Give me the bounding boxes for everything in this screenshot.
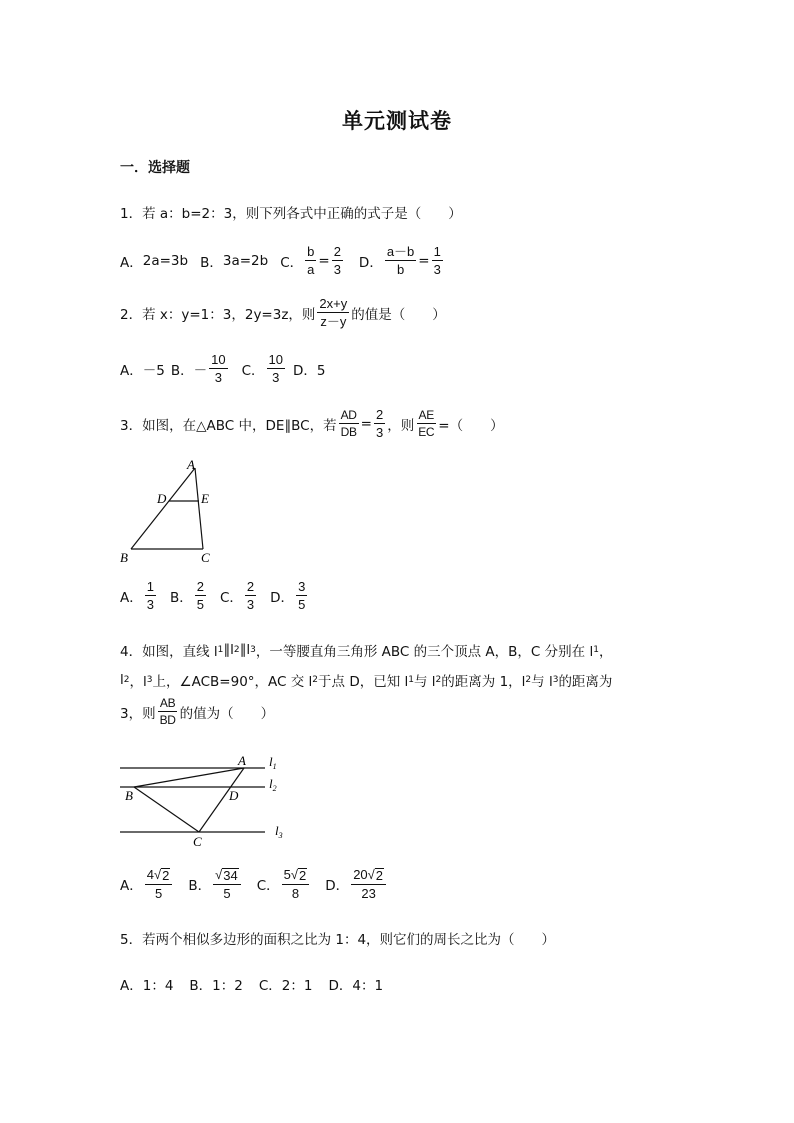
q4-text: 的值为（ ） <box>179 705 275 722</box>
q4-options <box>120 868 388 900</box>
q4-subscript: 3 <box>146 675 153 685</box>
q4-text: 于点 D，已知 l <box>318 674 409 690</box>
q5-stem <box>120 928 555 948</box>
q4-option-b-sqrt: √ 34 <box>215 867 238 883</box>
q5-option-b[interactable]: B．1：2 <box>189 978 243 994</box>
q3-option-a-label[interactable]: A． <box>120 589 143 606</box>
q4-subscript: 2 <box>233 645 240 655</box>
q3-label-d: D <box>157 491 167 506</box>
q2-option-c-fraction: $\frac{10}{3}$ <box>268 352 283 385</box>
q1-option-b-label[interactable]: B． <box>200 254 223 271</box>
q4-option-c-sqrt: √ 2 <box>290 867 307 883</box>
q4-text: 与 l <box>531 674 553 690</box>
q1-stem <box>120 202 462 222</box>
q4-label-l1: $l_1$ <box>269 754 277 771</box>
q5-option-c[interactable]: C．2：1 <box>258 978 313 994</box>
q2-option-b[interactable]: B．－ <box>170 362 208 379</box>
q3-label-b: B <box>120 550 128 565</box>
q3-side-ac <box>195 468 203 549</box>
q4-option-b-fraction: √ 34 5 <box>213 868 241 900</box>
q3-option-c-label[interactable]: C． <box>219 589 243 606</box>
q1-option-c-fraction-right: $\frac{2}{3}$ <box>333 244 341 277</box>
q4-side-bc <box>134 787 199 832</box>
q4-option-a-fraction: 4 √ 2 5 <box>145 868 173 900</box>
q4-option-d-fraction: 20 √ 2 23 <box>351 868 386 900</box>
q4-option-d-label[interactable]: D． <box>325 878 350 894</box>
q3-stem-mid: ，则 <box>387 417 415 434</box>
q2-option-b-fraction: $\frac{10}{3}$ <box>211 352 226 385</box>
q4-text: ∥l <box>223 642 234 658</box>
q3-stem-fraction-ae-ec: $\frac{AE}{EC}$ <box>418 408 435 439</box>
q3-stem-equals: = <box>360 415 372 432</box>
q1-option-a: 2a=3b <box>142 252 189 269</box>
q4-stem-line-1 <box>120 640 612 660</box>
q1-option-c-label[interactable]: C． <box>280 254 304 271</box>
q4-label-b: B <box>125 788 133 803</box>
q2-options <box>120 353 325 384</box>
q4-option-a-sqrt: √ 2 <box>153 867 170 883</box>
q3-option-a-fraction: $\frac{1}{3}$ <box>146 579 154 612</box>
q2-stem-fraction: $\frac{2x+y}{z-y}$ <box>319 296 348 329</box>
q4-subscript: 3 <box>250 645 256 655</box>
q1-option-d-equals: = <box>418 252 430 269</box>
q4-subscript: 3 <box>552 675 559 685</box>
q4-label-c: C <box>193 834 202 849</box>
q4-label-l2: $l_2$ <box>269 776 277 793</box>
q4-label-a: A <box>238 753 246 768</box>
q1-options <box>120 245 445 276</box>
q4-text: ，一等腰直角三角形 ABC 的三个顶点 A，B，C 分别在 l <box>255 644 594 660</box>
q3-option-b-label[interactable]: B． <box>169 589 193 606</box>
q4-label-l3: $l_3$ <box>275 823 283 840</box>
q4-stem-line-3 <box>120 697 274 726</box>
q4-option-a-label[interactable]: A． <box>120 878 143 894</box>
q3-option-d-fraction: $\frac{3}{5}$ <box>298 579 306 612</box>
q4-subscript: 1 <box>408 675 414 685</box>
q4-option-c-label[interactable]: C． <box>256 878 280 894</box>
q4-option-b-label[interactable]: B． <box>188 878 212 894</box>
q3-option-d-label[interactable]: D． <box>270 589 295 606</box>
q4-parallel-lines-figure <box>115 748 300 853</box>
q4-text: 4．如图，直线 l <box>120 644 218 660</box>
q5-stem-text: 5．若两个相似多边形的面积之比为 1：4，则它们的周长之比为（ ） <box>120 932 556 948</box>
page-title: 单元测试卷 <box>342 108 452 133</box>
q3-label-c: C <box>201 550 210 565</box>
q4-text: l <box>120 672 124 688</box>
q5-options <box>120 974 383 994</box>
q3-label-a: A <box>187 457 195 472</box>
q5-option-d[interactable]: D．4：1 <box>328 978 384 994</box>
q3-side-ab <box>131 468 195 549</box>
q1-option-d-fraction-left: $\frac{a-b}{b}$ <box>386 244 415 277</box>
q4-text: 上，∠ACB=90°，AC 交 l <box>152 674 313 690</box>
q1-stem-text: 1．若 a：b=2：3，则下列各式中正确的式子是（ ） <box>120 206 462 222</box>
q4-stem-line-2 <box>120 670 612 690</box>
q4-label-d: D <box>229 788 239 803</box>
q4-text: 的距离为 <box>558 674 613 690</box>
q1-option-a-label[interactable]: A． <box>120 254 143 271</box>
q4-text: 3，则 <box>120 705 156 722</box>
q3-stem-fraction-ad-db: $\frac{AD}{DB}$ <box>340 408 357 439</box>
q4-text: ，l <box>129 674 147 690</box>
q3-options <box>120 580 309 611</box>
q4-option-c-coef: 5 <box>283 867 291 882</box>
q4-subscript: 2 <box>525 675 532 685</box>
q4-option-d-coef: 20 <box>353 867 368 882</box>
q4-subscript: 2 <box>435 675 442 685</box>
q3-option-c-fraction: $\frac{2}{3}$ <box>246 579 255 612</box>
q3-option-b-fraction: $\frac{2}{5}$ <box>196 579 204 612</box>
q4-side-ab <box>134 768 244 787</box>
q2-stem-pre: 2．若 x：y=1：3，2y=3z，则 <box>120 306 316 323</box>
q4-text: 的距离为 1，l <box>441 674 526 690</box>
q3-label-e: E <box>201 491 209 506</box>
q1-option-b: 3a=2b <box>222 252 269 269</box>
q2-option-d[interactable]: D．5 <box>292 362 326 379</box>
q2-stem-post: 的值是（ ） <box>351 306 446 323</box>
q4-option-a-coef: 4 <box>146 867 154 882</box>
q2-stem <box>120 297 446 328</box>
q3-stem-pre: 3．如图，在△ABC 中，DE∥BC，若 <box>120 417 337 434</box>
q4-text: ， <box>598 644 613 660</box>
q2-option-c-label[interactable]: C． <box>241 362 265 379</box>
q1-option-c-fraction-left: $\frac{b}{a}$ <box>307 244 315 277</box>
q4-subscript: 1 <box>217 645 224 655</box>
q4-subscript: 1 <box>593 645 599 655</box>
q3-stem-fraction-value: $\frac{2}{3}$ <box>375 407 384 440</box>
q4-option-c-fraction: 5 √ 2 8 <box>282 868 310 900</box>
q5-option-a[interactable]: A．1：4 <box>120 978 174 994</box>
q1-option-d-label[interactable]: D． <box>358 254 383 271</box>
q1-option-d-fraction-right: $\frac{1}{3}$ <box>433 244 441 277</box>
q3-stem <box>120 408 504 439</box>
q4-subscript: 2 <box>312 675 319 685</box>
section-heading: 一．选择题 <box>120 160 190 176</box>
q4-stem-fraction-ab-bd: $\frac{AB}{BD}$ <box>159 696 176 727</box>
q4-text: 与 l <box>414 674 436 690</box>
q4-subscript: 2 <box>123 675 130 685</box>
q2-option-a[interactable]: A．－5 <box>120 362 165 379</box>
q1-option-c-equals: = <box>318 252 330 269</box>
q3-stem-post: =（ ） <box>438 417 504 434</box>
q3-triangle-figure <box>115 455 225 570</box>
q4-text: ∥l <box>239 642 251 658</box>
q4-option-d-sqrt: √ 2 <box>367 867 384 883</box>
